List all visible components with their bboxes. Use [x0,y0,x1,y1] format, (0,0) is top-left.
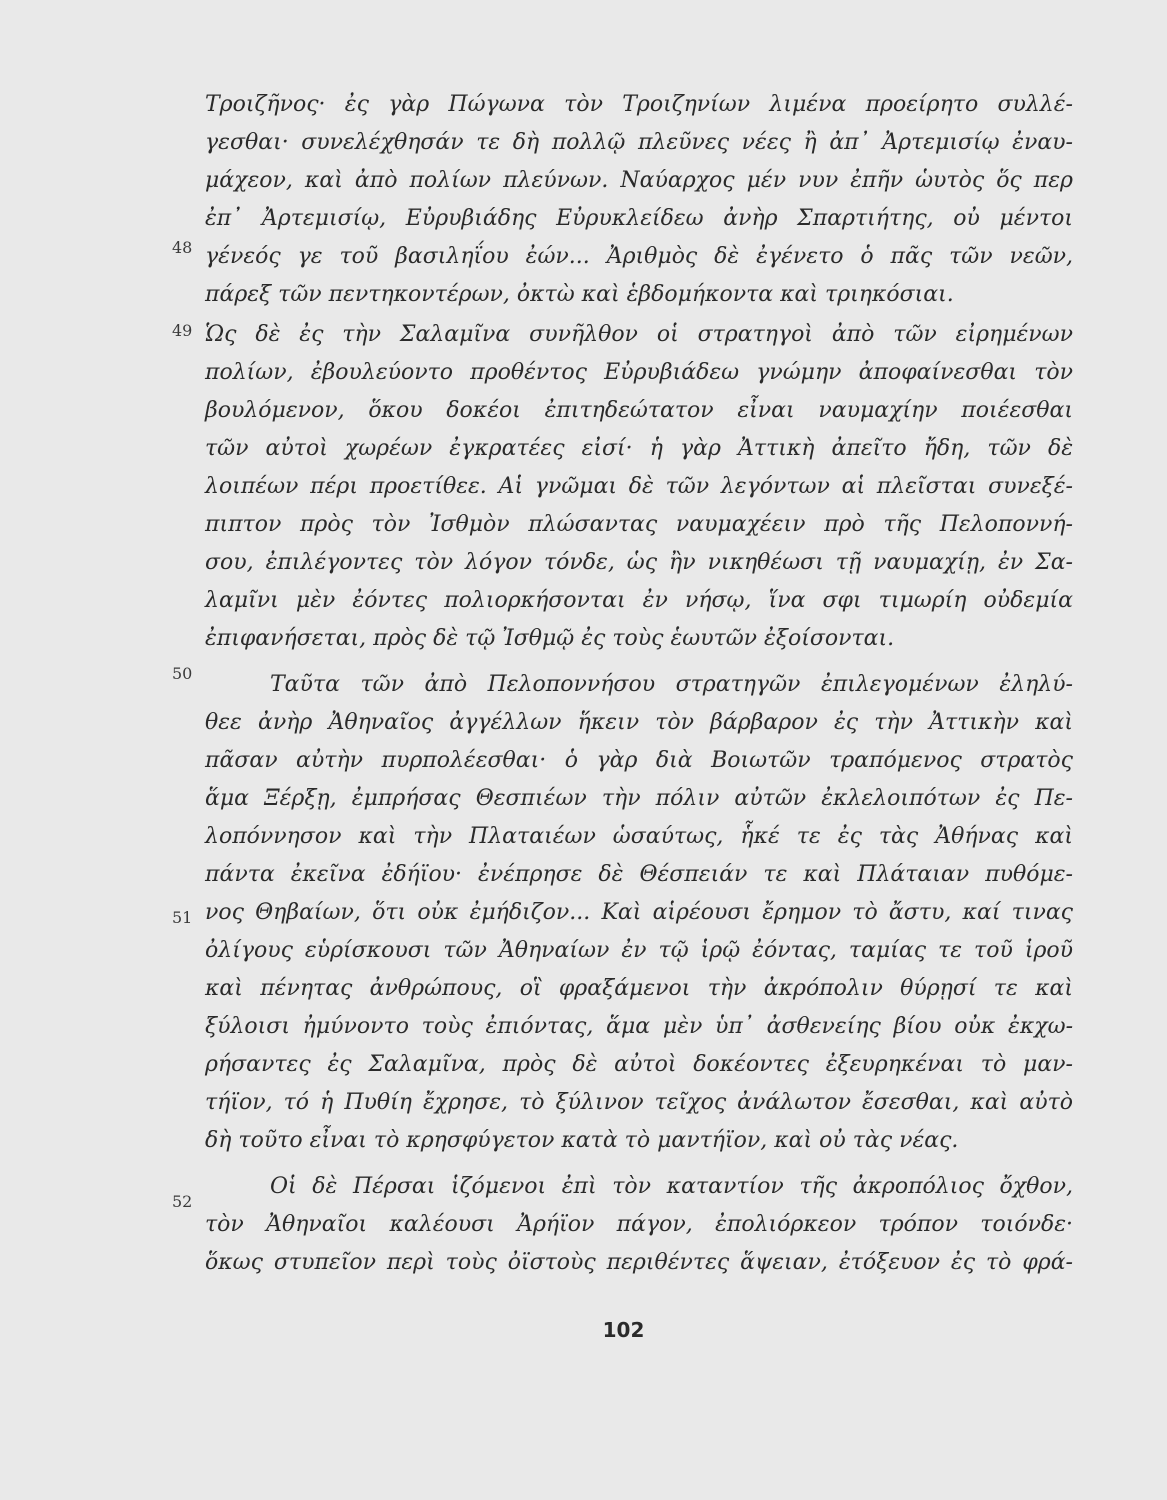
text-line: πολίων, ἐβουλεύοντο προθέντος Εὐρυβιάδεω γνώμην ἀποφαίνεσθαι τὸν [205,360,1073,385]
text-line: λοπόννησον καὶ τὴν Πλαταιέων ὡσαύτως, ἧκέ τε ἐς τὰς Ἀθήνας καὶ [205,824,1073,849]
section-number-51: 51 [172,908,193,927]
page-number: 102 [602,1318,645,1342]
text-line: ἅμα Ξέρξῃ, ἐμπρήσας Θεσπιέων τὴν πόλιν αὐτῶν ἐκλελοιπότων ἐς Πε- [205,786,1073,811]
text-line: τήϊον, τό ἡ Πυθίη ἔχρησε, τὸ ξύλινον τεῖχος ἀνάλωτον ἔσεσθαι, καὶ αὐτὸ [205,1090,1073,1115]
text-line: ρήσαντες ἐς Σαλαμῖνα, πρὸς δὲ αὐτοὶ δοκέοντες ἐξευρηκέναι τὸ μαν- [205,1052,1073,1077]
text-line: γεσθαι· συνελέχθησάν τε δὴ πολλῷ πλεῦνες νέες ἢ ἀπ᾽ Ἀρτεμισίῳ ἐναυ- [205,130,1073,155]
text-line: σου, ἐπιλέγοντες τὸν λόγον τόνδε, ὡς ἢν νικηθέωσι τῇ ναυμαχίῃ, ἐν Σα- [205,550,1073,575]
text-line: Ταῦτα τῶν ἀπὸ Πελοποννήσου στρατηγῶν ἐπιλεγομένων ἐληλύ- [270,672,1073,697]
text-line: λοιπέων πέρι προετίθεε. Αἱ γνῶμαι δὲ τῶν λεγόντων αἱ πλεῖσται συνεξέ- [205,474,1073,499]
section-number-52: 52 [172,1192,193,1211]
text-line: γένεός γε τοῦ βασιληΐου ἐών... Ἀριθμὸς δὲ ἐγένετο ὁ πᾶς τῶν νεῶν, [205,244,1073,269]
text-line: ἐπιφανήσεται, πρὸς δὲ τῷ Ἰσθμῷ ἐς τοὺς ἑωυτῶν ἐξοίσονται. [205,626,895,651]
text-line: καὶ πένητας ἀνθρώπους, οἳ φραξάμενοι τὴν ἀκρόπολιν θύρῃσί τε καὶ [205,976,1073,1001]
text-line: πᾶσαν αὐτὴν πυρπολέεσθαι· ὁ γὰρ διὰ Βοιωτῶν τραπόμενος στρατὸς [205,748,1073,773]
text-line: δὴ τοῦτο εἶναι τὸ κρησφύγετον κατὰ τὸ μαντήϊον, καὶ οὐ τὰς νέας. [205,1128,959,1153]
text-line: Τροιζῆνος· ἐς γὰρ Πώγωνα τὸν Τροιζηνίων λιμένα προείρητο συλλέ- [205,92,1073,117]
text-line: πάντα ἐκεῖνα ἐδήϊου· ἐνέπρησε δὲ Θέσπειάν τε καὶ Πλάταιαν πυθόμε- [205,862,1073,887]
section-number-48: 48 [172,238,193,257]
text-line: τῶν αὐτοὶ χωρέων ἐγκρατέες εἰσί· ἡ γὰρ Ἀττικὴ ἀπεῖτο ἤδη, τῶν δὲ [205,436,1073,461]
text-line: πιπτον πρὸς τὸν Ἰσθμὸν πλώσαντας ναυμαχέειν πρὸ τῆς Πελοποννή- [205,512,1073,537]
text-line: ἐπ᾽ Ἀρτεμισίῳ, Εὐρυβιάδης Εὐρυκλείδεω ἀνὴρ Σπαρτιήτης, οὐ μέντοι [205,206,1073,231]
text-line: Οἱ δὲ Πέρσαι ἱζόμενοι ἐπὶ τὸν καταντίον τῆς ἀκροπόλιος ὄχθον, [270,1174,1073,1199]
text-line: Ὡς δὲ ἐς τὴν Σαλαμῖνα συνῆλθον οἱ στρατηγοὶ ἀπὸ τῶν εἰρημένων [205,322,1073,347]
text-line: ὀλίγους εὑρίσκουσι τῶν Ἀθηναίων ἐν τῷ ἱρῷ ἐόντας, ταμίας τε τοῦ ἱροῦ [205,938,1073,963]
text-line: θεε ἀνὴρ Ἀθηναῖος ἀγγέλλων ἥκειν τὸν βάρβαρον ἐς τὴν Ἀττικὴν καὶ [205,710,1073,735]
text-line: μάχεον, καὶ ἀπὸ πολίων πλεύνων. Ναύαρχος μέν νυν ἐπῆν ὡυτὸς ὅς περ [205,168,1073,193]
text-line: βουλόμενον, ὅκου δοκέοι ἐπιτηδεώτατον εἶναι ναυμαχίην ποιέεσθαι [205,398,1073,423]
text-line: νος Θηβαίων, ὅτι οὐκ ἐμήδιζον... Καὶ αἱρέουσι ἔρημον τὸ ἄστυ, καί τινας [205,900,1073,925]
text-line: λαμῖνι μὲν ἐόντες πολιορκήσονται ἐν νήσῳ, ἵνα σφι τιμωρίη οὐδεμία [205,588,1073,613]
section-number-50: 50 [172,664,193,683]
section-number-49: 49 [172,321,193,340]
text-line: τὸν Ἀθηναῖοι καλέουσι Ἀρήϊον πάγον, ἐπολιόρκεον τρόπον τοιόνδε· [205,1212,1073,1237]
text-line: ξύλοισι ἠμύνοντο τοὺς ἐπιόντας, ἅμα μὲν ὑπ᾽ ἀσθενείης βίου οὐκ ἐκχω- [205,1014,1073,1039]
text-line: ὅκως στυπεῖον περὶ τοὺς ὀϊστοὺς περιθέντες ἅψειαν, ἐτόξευον ἐς τὸ φρά- [205,1250,1073,1275]
text-line: πάρεξ τῶν πεντηκοντέρων, ὀκτὼ καὶ ἑβδομήκοντα καὶ τριηκόσιαι. [205,282,954,307]
